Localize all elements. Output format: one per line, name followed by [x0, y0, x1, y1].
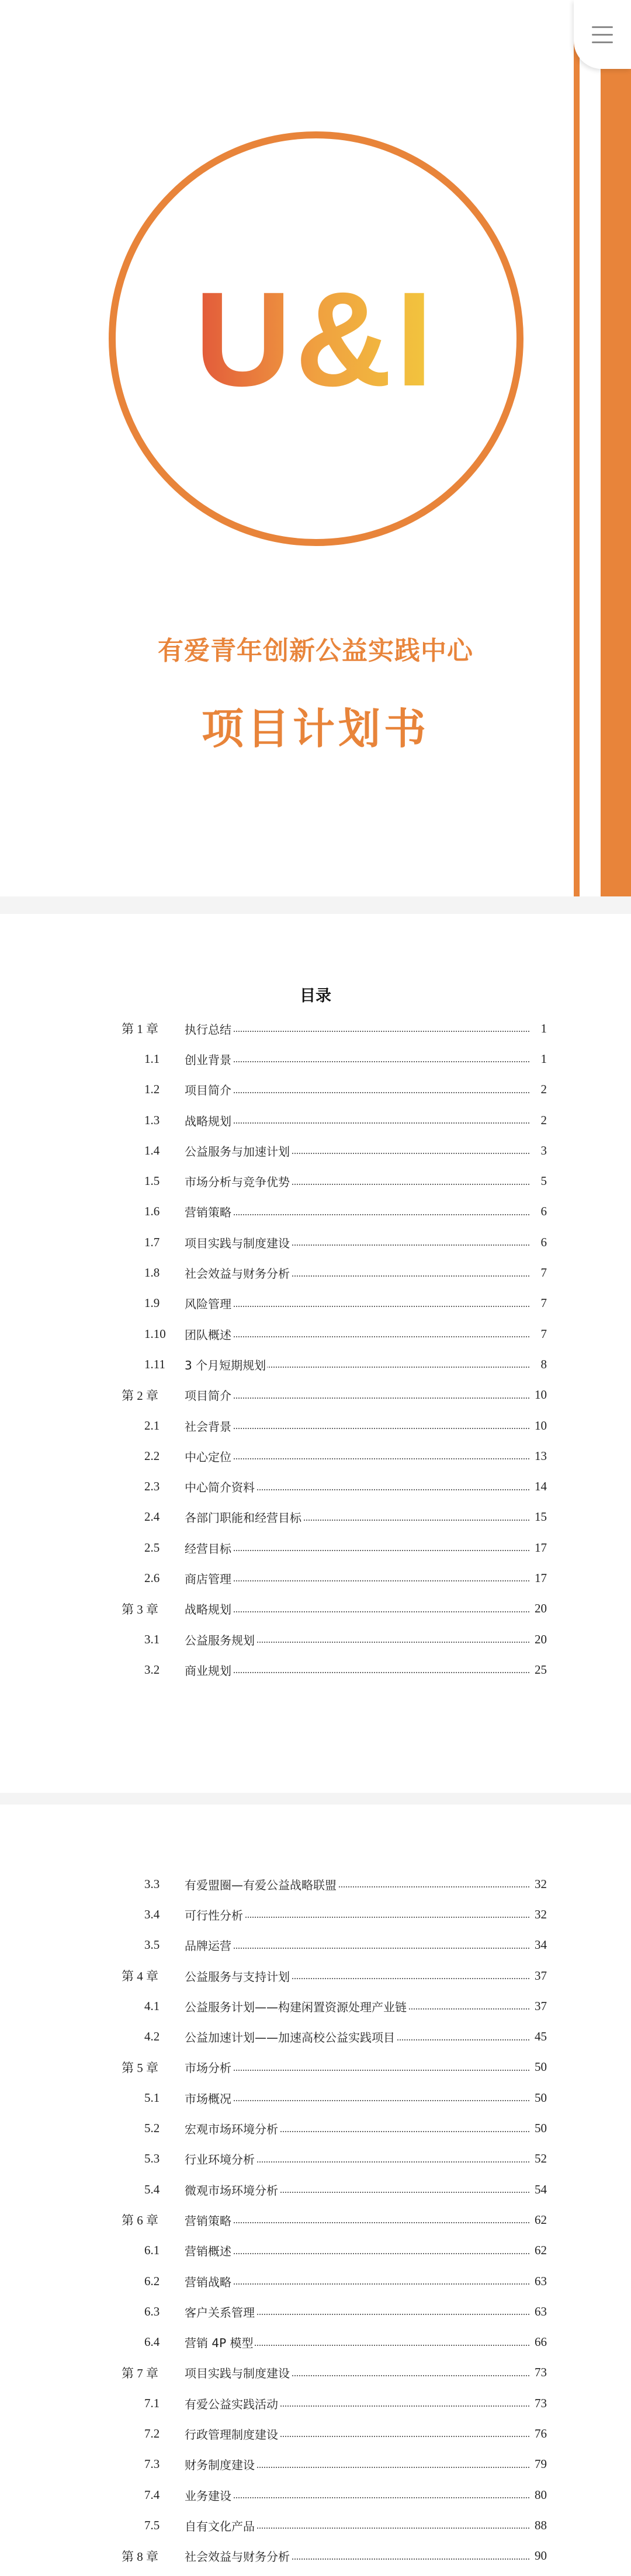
toc-entry-title: 社会效益与财务分析: [185, 2547, 291, 2564]
toc-entry-number: 2.6: [144, 1570, 160, 1585]
toc-entry-number: 5.2: [144, 2121, 160, 2136]
cover-page: [0, 0, 631, 896]
toc-entry-page: 7: [529, 1266, 547, 1280]
toc-section-entry[interactable]: [0, 2388, 631, 2418]
toc-entry-title: 公益加速计划——加速高校公益实践项目: [185, 2028, 396, 2045]
toc-section-entry[interactable]: [0, 1563, 631, 1593]
toc-chapter-entry[interactable]: [0, 2541, 631, 2571]
toc-entry-number: 第 1 章: [122, 1022, 158, 1037]
toc-section-entry[interactable]: [0, 2113, 631, 2143]
toc-section-entry[interactable]: [0, 2449, 631, 2480]
toc-entry-page: 20: [529, 1601, 547, 1616]
toc-entry-number: 1.9: [144, 1296, 160, 1310]
toc-entry-page: 73: [529, 2396, 547, 2411]
toc-section-entry[interactable]: [0, 2236, 631, 2266]
toc-section-entry[interactable]: [0, 2174, 631, 2205]
toc-section-entry[interactable]: [0, 1257, 631, 1288]
toc-entry-number: 5.1: [144, 2090, 160, 2105]
toc-entry-number: 第 5 章: [122, 2060, 158, 2075]
toc-entry-page: 3: [529, 1143, 547, 1158]
toc-leader-dots: [185, 1031, 532, 1032]
toc-section-entry[interactable]: [0, 1471, 631, 1501]
toc-entry-page: 1: [529, 1052, 547, 1066]
toc-entry-page: 63: [529, 2304, 547, 2319]
toc-section-entry[interactable]: [0, 1532, 631, 1563]
toc-entry-title: 自有文化产品: [185, 2517, 256, 2534]
toc-entry-page: 2: [529, 1082, 547, 1097]
toc-section-entry[interactable]: [0, 1197, 631, 1227]
toc-entry-page: 63: [529, 2274, 547, 2289]
toc-entry-page: 50: [529, 2091, 547, 2105]
toc-entry-page: 73: [529, 2365, 547, 2380]
toc-entry-title: 有爱盟圈—有爱公益战略联盟: [185, 1876, 338, 1893]
toc-entry-title: 风险管理: [185, 1295, 233, 1312]
toc-entry-page: 6: [529, 1235, 547, 1250]
toc-entry-title: 公益服务与支持计划: [185, 1967, 291, 1984]
toc-entry-page: 20: [529, 1632, 547, 1647]
toc-chapter-entry[interactable]: [0, 2205, 631, 2235]
toc-leader-dots: [185, 2222, 532, 2223]
toc-entry-number: 2.4: [144, 1510, 160, 1524]
toc-entry-page: 54: [529, 2182, 547, 2197]
toc-entry-number: 第 2 章: [122, 1388, 158, 1403]
toc-leader-dots: [185, 1397, 532, 1399]
toc-leader-dots: [185, 2070, 532, 2071]
toc-entry-page: 52: [529, 2151, 547, 2166]
toc-entry-title: 商业规划: [185, 1661, 233, 1678]
toc-entry-title: 品牌运营: [185, 1937, 233, 1953]
toc-entry-page: 8: [529, 1357, 547, 1372]
toc-entry-page: 76: [529, 2426, 547, 2441]
toc-section-entry[interactable]: [0, 1135, 631, 1166]
toc-section-entry[interactable]: [0, 1410, 631, 1441]
toc-entry-title: 业务建设: [185, 2487, 233, 2504]
toc-entry-title: 财务制度建设: [185, 2456, 256, 2473]
toc-section-entry[interactable]: [0, 1991, 631, 2021]
organization-name: 有爱青年创新公益实践中心: [158, 636, 473, 666]
toc-chapter-entry[interactable]: [0, 2052, 631, 2083]
toc-entry-title: 宏观市场环境分析: [185, 2120, 279, 2137]
toc-section-entry[interactable]: [0, 1624, 631, 1654]
toc-section-entry[interactable]: [0, 1288, 631, 1319]
toc-leader-dots: [185, 1458, 532, 1459]
toc-page-2: [0, 1805, 631, 2576]
toc-entry-number: 5.4: [144, 2182, 160, 2196]
toc-entry-number: 第 8 章: [122, 2549, 158, 2564]
toc-entry-title: 行业环境分析: [185, 2150, 256, 2167]
toc-entry-title: 营销 4P 模型: [185, 2334, 255, 2351]
toc-entry-page: 66: [529, 2335, 547, 2349]
toc-entry-page: 37: [529, 1969, 547, 1983]
toc-entry-number: 6.3: [144, 2304, 160, 2318]
toc-entry-number: 3.5: [144, 1938, 160, 1952]
toc-entry-number: 1.1: [144, 1051, 160, 1066]
toc-entry-number: 7.3: [144, 2457, 160, 2471]
toc-section-entry[interactable]: [0, 1075, 631, 1105]
toc-section-entry[interactable]: [0, 1930, 631, 1960]
toc-entry-title: 行政管理制度建设: [185, 2425, 279, 2442]
toc-chapter-entry[interactable]: [0, 1013, 631, 1044]
toc-entry-page: 6: [529, 1204, 547, 1219]
toc-section-entry[interactable]: [0, 1105, 631, 1135]
toc-entry-title: 公益服务规划: [185, 1631, 256, 1648]
toc-entry-page: 15: [529, 1510, 547, 1524]
toc-entry-number: 2.1: [144, 1418, 160, 1433]
toc-entry-title: 社会效益与财务分析: [185, 1264, 291, 1281]
toc-entry-number: 6.4: [144, 2335, 160, 2349]
toc-entry-title: 可行性分析: [185, 1906, 244, 1923]
toc-entry-page: 17: [529, 1541, 547, 1555]
toc-entry-page: 62: [529, 2213, 547, 2227]
toc-entry-page: 25: [529, 1663, 547, 1677]
toc-entry-number: 3.1: [144, 1632, 160, 1646]
logo: [175, 274, 456, 403]
hamburger-menu-icon: [592, 26, 613, 43]
toc-entry-page: 13: [529, 1449, 547, 1463]
document-title: 项目计划书: [201, 704, 429, 753]
toc-leader-dots: [185, 1948, 532, 1949]
toc-entry-title: 营销战略: [185, 2273, 233, 2290]
toc-entry-title: 战略规划: [185, 1600, 233, 1617]
toc-leader-dots: [185, 1336, 532, 1337]
toc-list: [0, 1013, 631, 1685]
toc-entry-page: 1: [529, 1021, 547, 1036]
toc-section-entry[interactable]: [0, 2083, 631, 2113]
toc-entry-title: 3 个月短期规划: [185, 1356, 267, 1373]
toc-entry-number: 7.4: [144, 2487, 160, 2502]
toc-entry-number: 2.5: [144, 1540, 160, 1555]
toc-entry-number: 7.1: [144, 2396, 160, 2410]
toc-heading: 目录: [300, 987, 331, 1005]
toc-entry-page: 79: [529, 2457, 547, 2471]
cover-accent-bar-wide: [601, 0, 631, 896]
toc-entry-number: 1.8: [144, 1266, 160, 1280]
toc-entry-title: 营销策略: [185, 2212, 233, 2229]
toc-section-entry[interactable]: [0, 2144, 631, 2174]
toc-entry-number: 第 4 章: [122, 1969, 158, 1984]
toc-section-entry[interactable]: [0, 2266, 631, 2296]
toc-entry-number: 7.5: [144, 2518, 160, 2532]
toc-entry-title: 中心简介资料: [185, 1478, 256, 1495]
toc-entry-title: 市场分析与竞争优势: [185, 1173, 291, 1190]
toc-entry-title: 项目实践与制度建设: [185, 2364, 291, 2381]
toc-entry-number: 1.4: [144, 1143, 160, 1157]
toc-section-entry[interactable]: [0, 2021, 631, 2052]
toc-section-entry[interactable]: [0, 2510, 631, 2540]
toc-leader-dots: [185, 2283, 532, 2285]
toc-entry-page: 7: [529, 1327, 547, 1341]
toc-entry-title: 市场分析: [185, 2059, 233, 2076]
toc-entry-page: 90: [529, 2549, 547, 2563]
toc-entry-number: 1.5: [144, 1174, 160, 1188]
toc-section-entry[interactable]: [0, 1869, 631, 1899]
toc-entry-page: 37: [529, 1999, 547, 2014]
toc-entry-title: 营销概述: [185, 2242, 233, 2259]
toc-entry-page: 5: [529, 1174, 547, 1188]
toc-list: [0, 1869, 631, 2571]
toc-leader-dots: [185, 1214, 532, 1215]
cover-accent-bar-thin: [574, 0, 580, 896]
toc-entry-title: 项目简介: [185, 1081, 233, 1098]
toc-entry-title: 创业背景: [185, 1051, 233, 1068]
toc-entry-page: 80: [529, 2488, 547, 2502]
toc-section-entry[interactable]: [0, 1349, 631, 1379]
toc-leader-dots: [185, 1122, 532, 1124]
toc-entry-number: 1.11: [144, 1357, 165, 1371]
logo-text: U&I: [194, 274, 437, 403]
toc-entry-number: 1.3: [144, 1113, 160, 1127]
toc-entry-page: 45: [529, 2029, 547, 2044]
toc-entry-number: 第 3 章: [122, 1602, 158, 1616]
toc-entry-number: 4.2: [144, 2029, 160, 2044]
toc-entry-number: 1.7: [144, 1235, 160, 1249]
toc-section-entry[interactable]: [0, 1502, 631, 1532]
toc-entry-page: 2: [529, 1113, 547, 1128]
toc-entry-number: 6.1: [144, 2243, 160, 2258]
toc-entry-title: 经营目标: [185, 1539, 233, 1556]
toc-entry-title: 公益服务与加速计划: [185, 1142, 291, 1159]
toc-section-entry[interactable]: [0, 1319, 631, 1349]
toc-entry-title: 营销策略: [185, 1203, 233, 1220]
toc-section-entry[interactable]: [0, 1166, 631, 1196]
toc-leader-dots: [185, 1672, 532, 1673]
toc-entry-title: 有爱公益实践活动: [185, 2395, 279, 2412]
toc-entry-title: 客户关系管理: [185, 2303, 256, 2320]
toc-section-entry[interactable]: [0, 2296, 631, 2327]
toc-entry-title: 各部门职能和经营目标: [185, 1508, 303, 1525]
toc-leader-dots: [185, 1092, 532, 1093]
toc-chapter-entry[interactable]: [0, 1960, 631, 1991]
toc-entry-number: 7.2: [144, 2426, 160, 2441]
toc-entry-page: 32: [529, 1877, 547, 1892]
toc-entry-title: 战略规划: [185, 1112, 233, 1129]
toc-leader-dots: [185, 2100, 532, 2101]
toc-section-entry[interactable]: [0, 1899, 631, 1930]
toc-entry-page: 32: [529, 1907, 547, 1922]
toc-entry-title: 商店管理: [185, 1570, 233, 1587]
toc-entry-title: 中心定位: [185, 1448, 233, 1465]
toc-entry-number: 3.2: [144, 1662, 160, 1677]
toc-leader-dots: [185, 1061, 532, 1062]
toc-section-entry[interactable]: [0, 1654, 631, 1685]
toc-entry-title: 团队概述: [185, 1326, 233, 1343]
toc-entry-title: 公益服务计划——构建闲置资源处理产业链: [185, 1998, 408, 2015]
toc-entry-title: 市场概况: [185, 2090, 233, 2106]
toc-entry-page: 17: [529, 1571, 547, 1586]
toc-chapter-entry[interactable]: [0, 2358, 631, 2388]
toc-entry-page: 10: [529, 1388, 547, 1402]
toc-leader-dots: [185, 1428, 532, 1429]
toc-leader-dots: [185, 1306, 532, 1307]
toc-entry-title: 微观市场环境分析: [185, 2181, 279, 2198]
toc-chapter-entry[interactable]: [0, 1594, 631, 1624]
toc-entry-number: 6.2: [144, 2273, 160, 2288]
toc-leader-dots: [185, 1580, 532, 1581]
toc-entry-number: 1.6: [144, 1204, 160, 1219]
toc-entry-page: 10: [529, 1419, 547, 1433]
toc-entry-number: 第 6 章: [122, 2213, 158, 2228]
toc-section-entry[interactable]: [0, 2327, 631, 2357]
toc-section-entry[interactable]: [0, 2418, 631, 2449]
toc-entry-number: 1.10: [144, 1326, 166, 1341]
toc-section-entry[interactable]: [0, 2480, 631, 2510]
toc-leader-dots: [185, 2497, 532, 2498]
toc-entry-page: 88: [529, 2518, 547, 2533]
toc-entry-page: 50: [529, 2121, 547, 2136]
toc-section-entry[interactable]: [0, 1227, 631, 1257]
toc-section-entry[interactable]: [0, 1044, 631, 1074]
toc-entry-page: 7: [529, 1296, 547, 1310]
toc-entry-page: 14: [529, 1479, 547, 1494]
toc-entry-number: 3.4: [144, 1907, 160, 1921]
toc-page-1: [0, 914, 631, 1793]
menu-button[interactable]: [574, 0, 631, 69]
toc-entry-number: 5.3: [144, 2151, 160, 2166]
toc-entry-title: 社会背景: [185, 1417, 233, 1434]
toc-section-entry[interactable]: [0, 1441, 631, 1471]
toc-leader-dots: [185, 1550, 532, 1551]
toc-chapter-entry[interactable]: [0, 1380, 631, 1410]
toc-entry-number: 4.1: [144, 1998, 160, 2013]
toc-entry-number: 2.3: [144, 1479, 160, 1494]
toc-leader-dots: [185, 2253, 532, 2254]
toc-entry-title: 项目简介: [185, 1386, 233, 1403]
toc-leader-dots: [185, 1611, 532, 1612]
toc-entry-number: 3.3: [144, 1876, 160, 1891]
toc-entry-title: 执行总结: [185, 1020, 233, 1037]
toc-entry-title: 项目实践与制度建设: [185, 1234, 291, 1251]
toc-entry-number: 第 7 章: [122, 2366, 158, 2380]
toc-entry-page: 62: [529, 2243, 547, 2258]
toc-entry-page: 50: [529, 2060, 547, 2074]
toc-entry-number: 1.2: [144, 1082, 160, 1097]
toc-entry-number: 2.2: [144, 1448, 160, 1463]
toc-entry-page: 34: [529, 1938, 547, 1952]
